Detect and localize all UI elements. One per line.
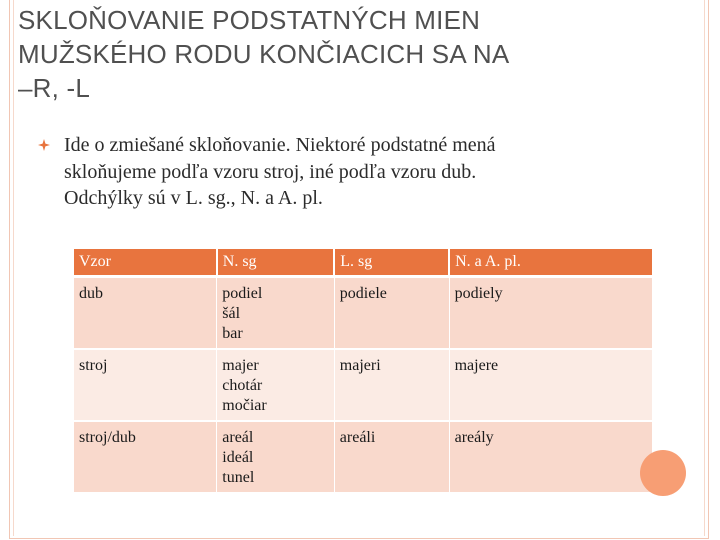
cell-line: areál — [222, 429, 254, 446]
bullet-text — [64, 132, 664, 212]
cell-l-sg: areáli — [334, 421, 449, 493]
cell-n-sg — [217, 421, 335, 493]
cell-l-sg: majeri — [334, 349, 449, 421]
cell-n-sg — [217, 349, 335, 421]
declension-table — [74, 249, 652, 494]
header-l-sg: L. sg — [334, 249, 449, 277]
cell-n-a-pl: podiely — [449, 277, 652, 350]
bullet-text-line: Ide o zmiešané skloňovanie. Niektoré podstatné mená — [64, 134, 496, 156]
bullet-icon — [38, 139, 50, 153]
bullet-text-line: Odchýlky sú v L. sg., N. a A. pl. — [64, 187, 323, 209]
cell-vzor: stroj — [74, 349, 217, 421]
bullet-text-line: skloňujeme podľa vzoru stroj, iné podľa vzoru dub. — [64, 160, 477, 183]
header-n-a-pl: N. a A. pl. — [449, 249, 652, 277]
title-line: MUŽSKÉHO RODU KONČIACICH SA NA — [18, 39, 510, 69]
cell-vzor: stroj/dub — [74, 421, 217, 493]
cell-l-sg: podiele — [334, 277, 449, 350]
cell-line: ideál — [222, 449, 254, 466]
cell-line: bar — [222, 325, 243, 342]
title-line: SKLOŇOVANIE PODSTATNÝCH MIEN — [18, 5, 481, 35]
cell-line: šál — [222, 305, 241, 322]
title-line: –R, -L — [18, 73, 91, 103]
cell-n-a-pl: areály — [449, 421, 652, 493]
cell-line: podiel — [222, 285, 263, 302]
decorative-circle — [640, 450, 686, 496]
cell-vzor: dub — [74, 277, 217, 350]
table-header-row — [74, 249, 652, 277]
header-n-sg: N. sg — [217, 249, 335, 277]
cell-line: chotár — [222, 377, 263, 394]
header-vzor: Vzor — [74, 249, 217, 277]
cell-n-a-pl: majere — [449, 349, 652, 421]
cell-line: majer — [222, 357, 259, 374]
cell-n-sg — [217, 277, 335, 350]
cell-line: močiar — [222, 397, 267, 414]
cell-line: tunel — [222, 469, 255, 486]
table-row — [74, 277, 652, 350]
table-row — [74, 349, 652, 421]
slide-title — [18, 3, 658, 105]
table-row — [74, 421, 652, 493]
bullet-icon-svg — [38, 139, 50, 151]
